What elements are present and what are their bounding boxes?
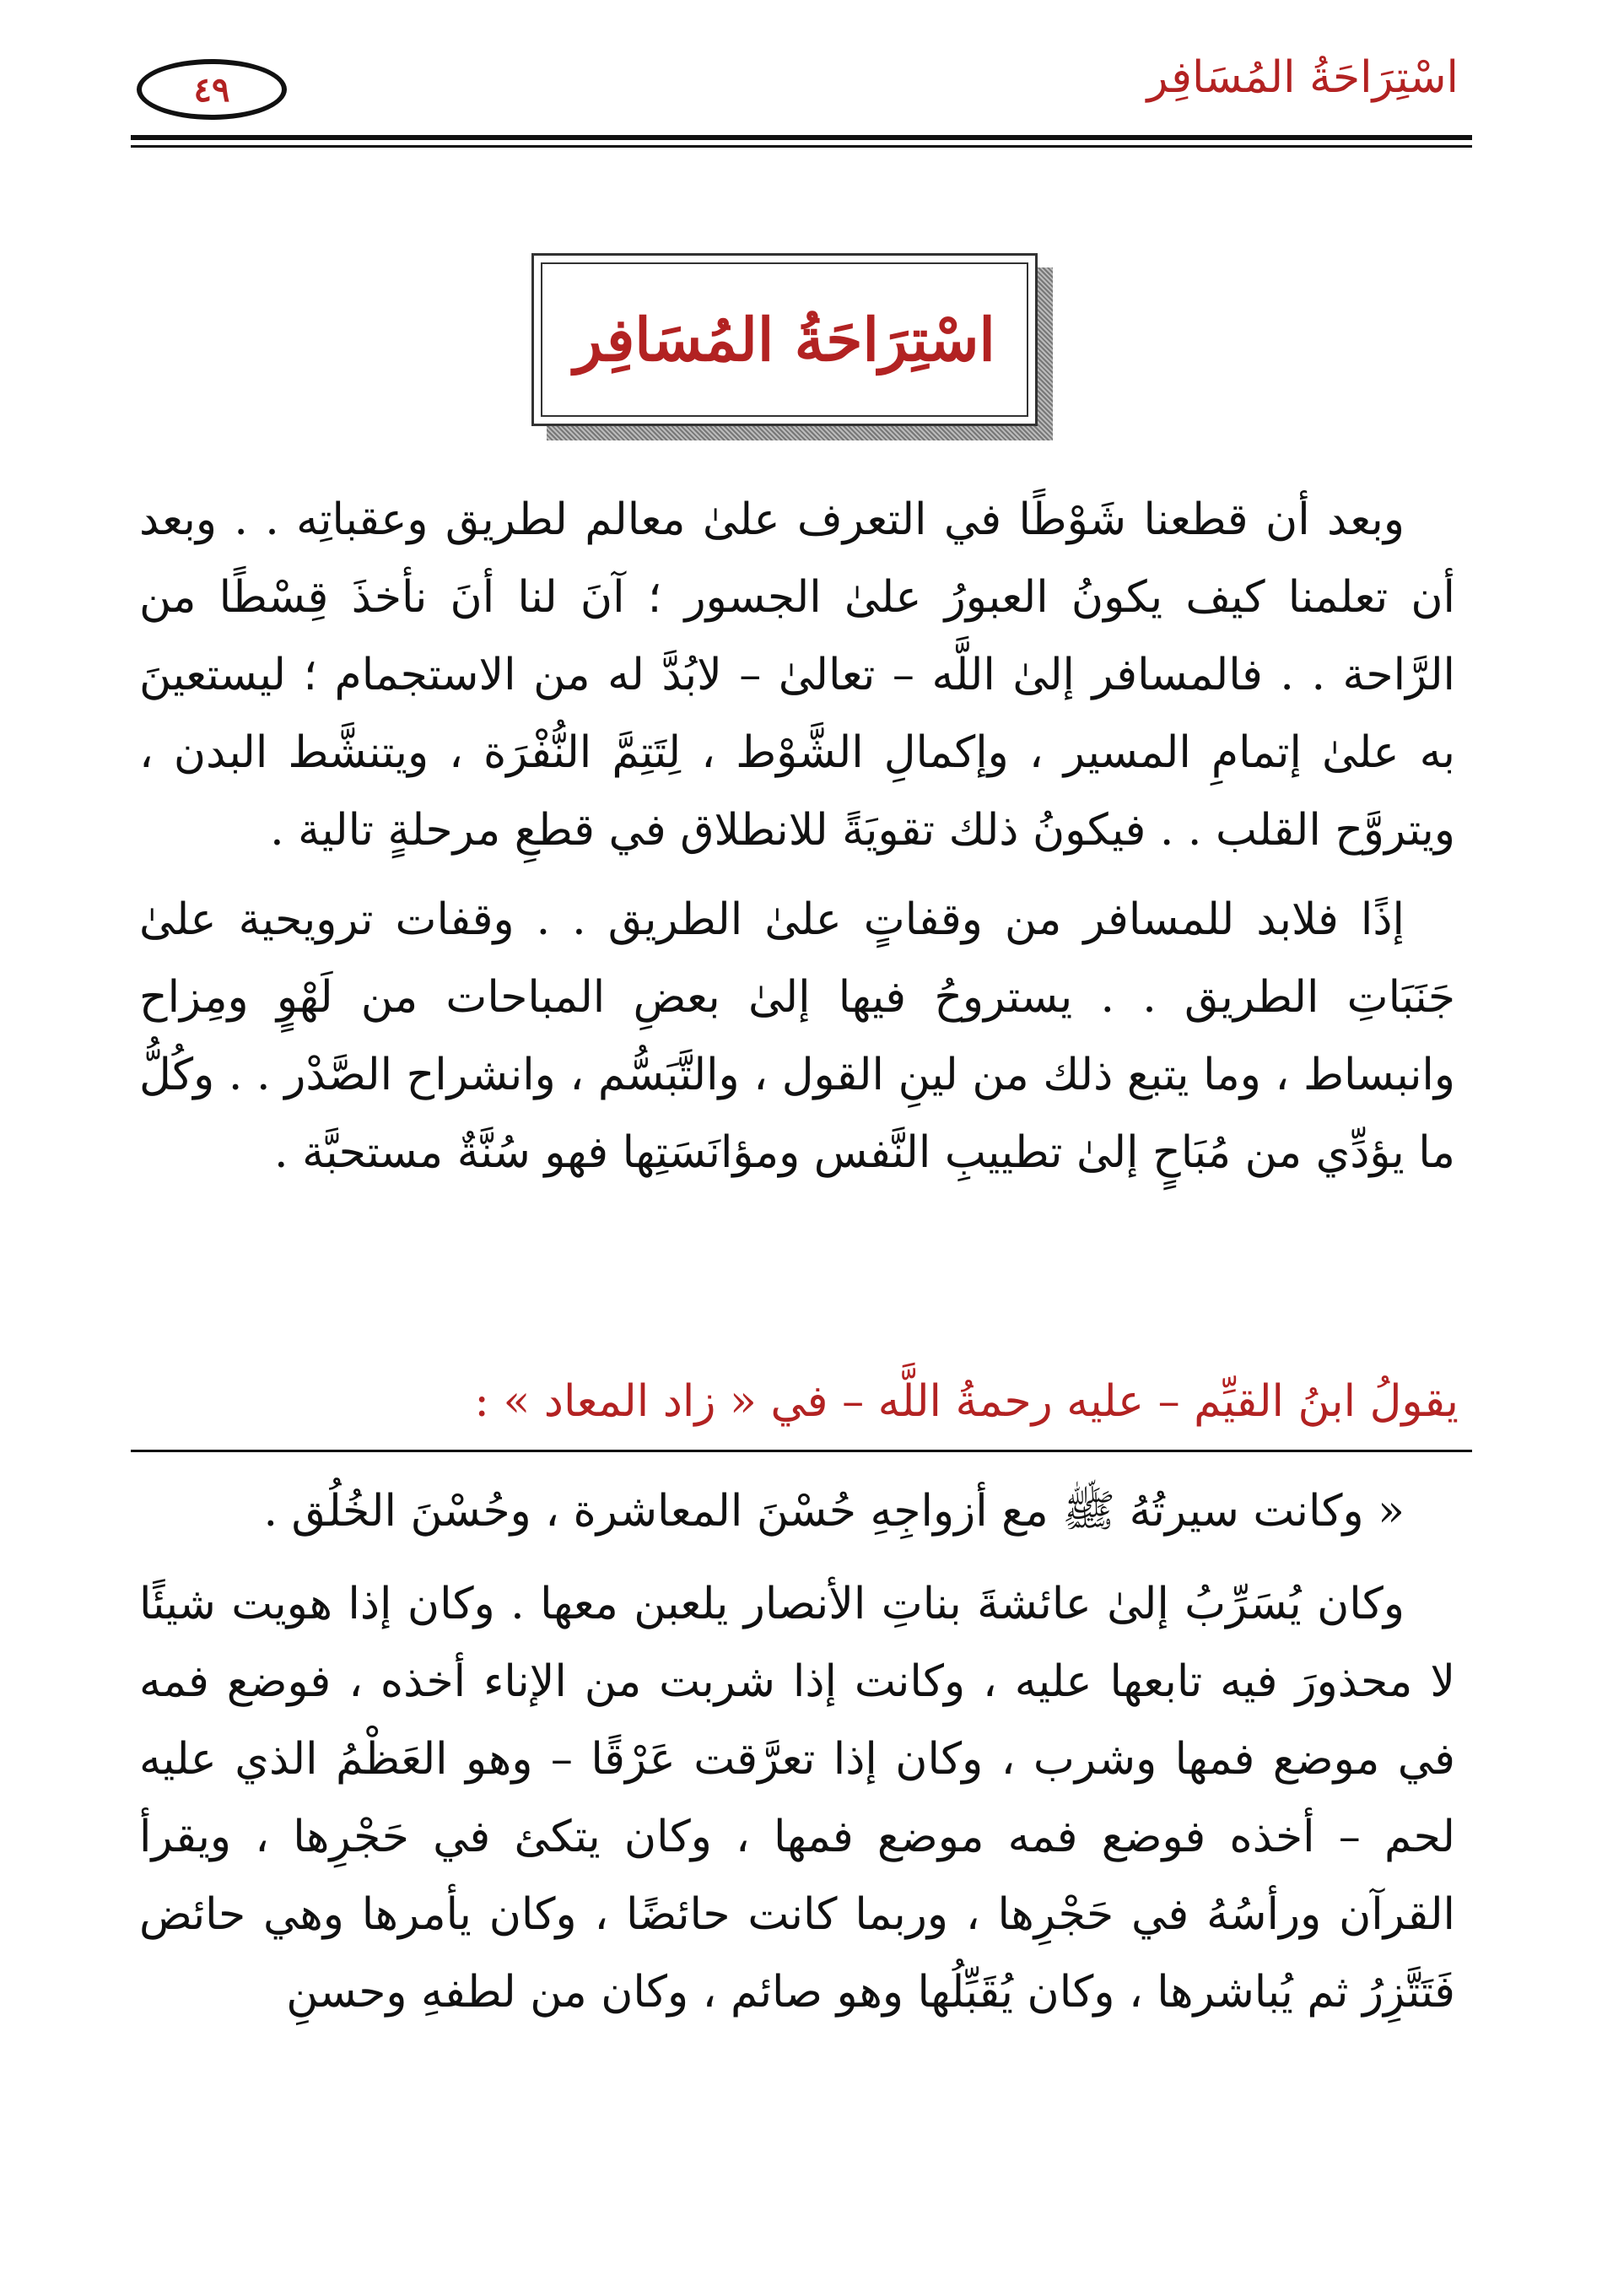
paragraph-2: إذًا فلابد للمسافر من وقفاتٍ علىٰ الطريق . . وقفات ترويحية علىٰ جَنَبَاتِ الطريق . . يستروحُ فيها إلىٰ بعضِ المباحات من لَهْوٍ ومِزاح وانبساط ، وما يتبع ذلك من لينِ القول ، والتَّبَسُّم ، وانشراح الصَّدْر . . وكُلُّ ما يؤدِّي من مُبَاحٍ إلىٰ تطييبِ النَّفس ومؤانَسَتِها فهو سُنَّةٌ مستحبَّة . <box>139 894 1455 1178</box>
body-text <box>139 481 1455 1191</box>
quote-heading: يقولُ ابنُ القيِّم – عليه رحمةُ اللَّه – في « زاد المعاد » : <box>474 1376 1459 1427</box>
running-header-title: اسْتِرَاحَةُ المُسَافِر <box>1146 52 1459 103</box>
quote-paragraph: وكان يُسَرِّبُ إلىٰ عائشةَ بناتِ الأنصار يلعبن معها . وكان إذا هويت شيئًا لا محذورَ فيه تابعها عليه ، وكانت إذا شربت من الإناء أخذه ، فوضع فمه في موضع فمها وشرب ، وكان إذا تعرَّقت عَرْقًا – وهو العَظْمُ الذي عليه لحم – أخذه فوضع فمه موضع فمها ، وكان يتكئ في حَجْرِها ، ويقرأ القرآن ورأسُهُ في حَجْرِها ، وربما كانت حائضًا ، وكان يأمرها وهي حائض فَتَتَّزِرُ ثم يُباشرها ، وكان يُقَبِّلُها وهو صائم ، وكان من لطفهِ وحسنِ <box>139 1579 1455 2018</box>
quote-text <box>139 1472 1455 2031</box>
header-rule-thin <box>131 145 1472 148</box>
quote-line-1: « وكانت سيرتُهُ ﷺ مع أزواجِهِ حُسْنَ المعاشرة ، وحُسْنَ الخُلُق . <box>263 1486 1405 1537</box>
paragraph-1: وبعد أن قطعنا شَوْطًا في التعرف علىٰ معالم لطريق وعقباتِه . . وبعد أن تعلمنا كيف يكونُ العبورُ علىٰ الجسور ؛ آنَ لنا أنَ نأخذَ قِسْطًا من الرَّاحة . . فالمسافر إلىٰ اللَّه – تعالىٰ – لابُدَّ له من الاستجمام ؛ ليستعينَ به علىٰ إتمامِ المسير ، وإكمالِ الشَّوْط ، لِتَتِمَّ النُّفْرَة ، ويتنشَّط البدن ، ويتروَّح القلب . . فيكونُ ذلك تقويَةً للانطلاق في قطعِ مرحلةٍ تالية . <box>139 494 1455 856</box>
title-box <box>531 253 1038 426</box>
page-number: ٤٩ <box>193 69 230 110</box>
header-rule-thick <box>131 135 1472 140</box>
chapter-title: اسْتِرَاحَةُ المُسَافِر <box>541 262 1028 417</box>
page-number-badge <box>137 59 287 120</box>
quote-divider <box>131 1450 1472 1452</box>
